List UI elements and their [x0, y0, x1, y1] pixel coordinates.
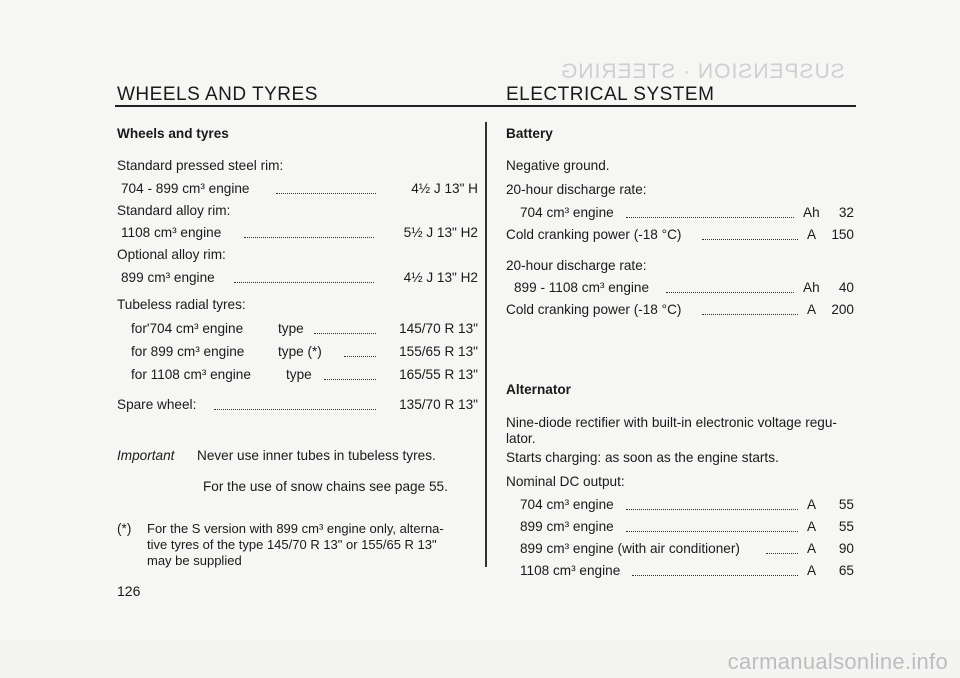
battery-unit: Ah: [803, 205, 820, 220]
tyre-size: 145/70 R 13": [399, 321, 478, 336]
cranking-unit: A: [807, 302, 817, 317]
alternator-heading: Alternator: [506, 382, 571, 397]
cranking-label: Cold cranking power (-18 °C): [506, 302, 682, 317]
battery-engine: 899 - 1108 cm³ engine: [514, 280, 650, 295]
tyre-size: 155/65 R 13": [399, 344, 478, 359]
alloy-standard-engine: 1108 cm³ engine: [121, 225, 222, 240]
leader-dots: [276, 191, 376, 194]
watermark: carmanualsonline.info: [727, 649, 948, 674]
battery-capacity: 40: [838, 280, 854, 295]
rim-standard-label: Standard pressed steel rim:: [117, 158, 284, 173]
rim-standard-engine: 704 - 899 cm³ engine: [121, 181, 250, 196]
footnote-line: may be supplied: [147, 553, 242, 568]
footnote-mark: (*): [117, 521, 132, 536]
starts-charging: Starts charging: as soon as the engine starts.: [506, 450, 779, 465]
page-number: 126: [117, 583, 141, 599]
discharge-rate-label: 20-hour discharge rate:: [506, 258, 647, 273]
tyre-type: type: [278, 321, 304, 336]
nominal-output-label: Nominal DC output:: [506, 474, 625, 489]
alternator-description: lator.: [506, 431, 536, 446]
battery-capacity: 32: [838, 205, 854, 220]
alloy-standard-value: 5½ J 13" H2: [403, 225, 478, 240]
tubeless-label: Tubeless radial tyres:: [117, 297, 246, 312]
important-text: Never use inner tubes in tubeless tyres.: [197, 448, 436, 463]
alloy-optional-label: Optional alloy rim:: [117, 247, 226, 262]
output-value: 90: [838, 541, 854, 556]
important-label: Important: [117, 448, 175, 463]
output-engine: 899 cm³ engine: [520, 519, 614, 534]
left-section-title: WHEELS AND TYRES: [117, 84, 318, 105]
alloy-optional-engine: 899 cm³ engine: [121, 270, 215, 285]
leader-dots: [344, 354, 376, 357]
output-engine: 1108 cm³ engine: [520, 563, 621, 578]
bleed-through-text: SUSPENSION · STEERING: [560, 60, 845, 83]
alloy-standard-label: Standard alloy rim:: [117, 203, 231, 218]
cranking-value: 200: [831, 302, 854, 317]
leader-dots: [214, 407, 376, 410]
tyre-size: 165/55 R 13": [399, 367, 478, 382]
leader-dots: [234, 280, 374, 283]
wheels-heading: Wheels and tyres: [117, 126, 229, 141]
battery-unit: Ah: [803, 280, 820, 295]
alternator-description: Nine-diode rectifier with built-in electronic voltage regu-: [506, 415, 837, 430]
leader-dots: [702, 312, 798, 315]
output-unit: A: [807, 497, 817, 512]
battery-heading: Battery: [506, 126, 553, 141]
cranking-value: 150: [831, 227, 854, 242]
output-value: 55: [838, 519, 854, 534]
leader-dots: [766, 551, 798, 554]
output-unit: A: [807, 541, 817, 556]
discharge-rate-label: 20-hour discharge rate:: [506, 182, 647, 197]
tyre-type: type: [286, 367, 312, 382]
rim-standard-value: 4½ J 13" H: [411, 181, 478, 196]
header-rule: [115, 105, 856, 107]
leader-dots: [626, 215, 794, 218]
output-engine: 899 cm³ engine (with air conditioner): [520, 541, 740, 556]
leader-dots: [324, 377, 376, 380]
output-unit: A: [807, 519, 817, 534]
tyre-type: type (*): [278, 344, 322, 359]
leader-dots: [666, 290, 794, 293]
snow-chains-note: For the use of snow chains see page 55.: [203, 479, 448, 494]
alloy-optional-value: 4½ J 13" H2: [403, 270, 478, 285]
tyre-engine: for 899 cm³ engine: [131, 344, 245, 359]
output-value: 55: [838, 497, 854, 512]
tyre-engine: for 1108 cm³ engine: [131, 367, 251, 382]
column-divider: [485, 122, 487, 567]
footnote-line: For the S version with 899 cm³ engine only, alterna-: [147, 521, 444, 536]
cranking-unit: A: [807, 227, 817, 242]
right-section-title: ELECTRICAL SYSTEM: [506, 84, 715, 105]
negative-ground: Negative ground.: [506, 158, 610, 173]
leader-dots: [626, 529, 798, 532]
cranking-label: Cold cranking power (-18 °C): [506, 227, 682, 242]
leader-dots: [702, 237, 798, 240]
output-engine: 704 cm³ engine: [520, 497, 614, 512]
output-unit: A: [807, 563, 817, 578]
output-value: 65: [838, 563, 854, 578]
footnote-line: tive tyres of the type 145/70 R 13" or 155/65 R 13": [147, 537, 437, 552]
tyre-engine: for'704 cm³ engine: [131, 321, 244, 336]
spare-wheel-value: 135/70 R 13": [399, 397, 478, 412]
battery-engine: 704 cm³ engine: [520, 205, 614, 220]
spare-wheel-label: Spare wheel:: [117, 397, 197, 412]
leader-dots: [626, 507, 798, 510]
leader-dots: [632, 573, 798, 576]
leader-dots: [314, 331, 376, 334]
leader-dots: [244, 235, 374, 238]
